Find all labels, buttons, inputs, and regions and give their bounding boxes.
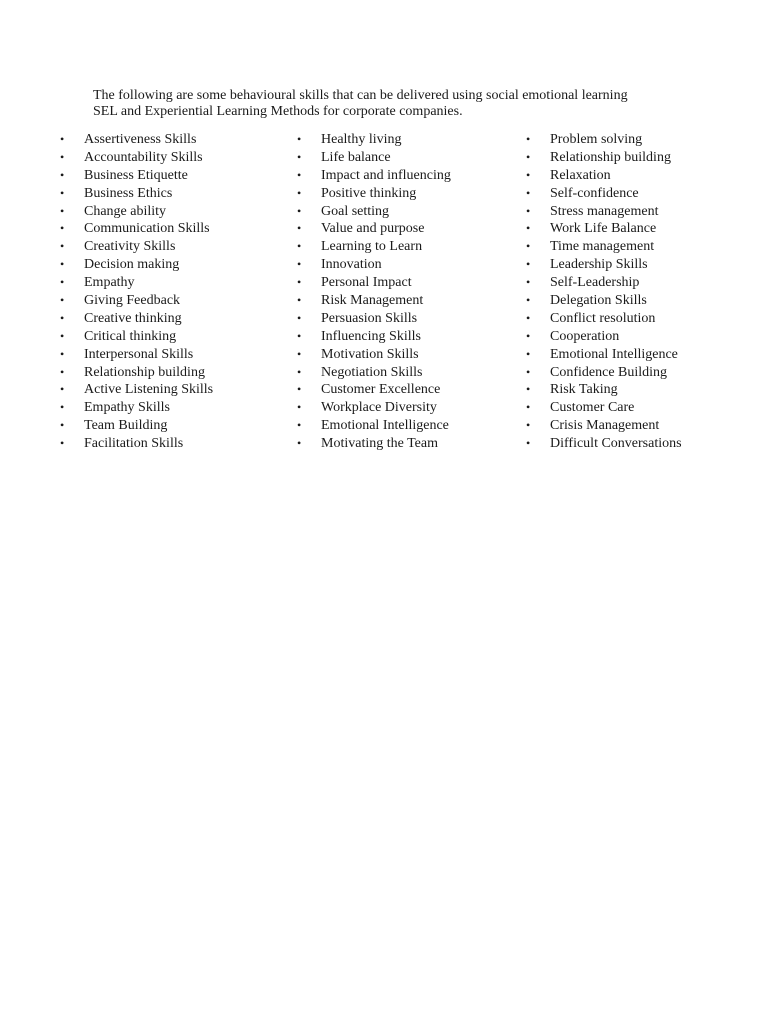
skill-list-item — [60, 220, 213, 238]
skill-label: Business Ethics — [84, 185, 173, 201]
skill-label: Accountability Skills — [84, 149, 203, 165]
skill-label: Stress management — [550, 203, 659, 219]
skill-list-item — [60, 292, 213, 310]
skill-list-item — [526, 328, 682, 346]
bullet-icon: • — [526, 328, 531, 343]
skill-label: Relationship building — [84, 364, 205, 380]
skill-list-item — [297, 417, 451, 435]
bullet-icon: • — [297, 132, 302, 146]
bullet-icon: • — [60, 382, 65, 397]
skill-list-item — [60, 381, 214, 399]
skill-label: Self-Leadership — [550, 275, 640, 291]
skill-list-item — [297, 435, 451, 453]
skill-label: Emotional Intelligence — [321, 418, 449, 434]
skill-list-item — [526, 256, 682, 274]
skill-label: Goal setting — [321, 203, 390, 219]
skill-list-item — [297, 346, 451, 364]
bullet-icon: • — [526, 221, 531, 236]
skill-list-item — [297, 328, 451, 346]
skill-list-item — [60, 203, 213, 221]
skill-list-item — [297, 381, 451, 399]
skills-column-3 — [526, 131, 682, 453]
skills-column-1 — [60, 131, 214, 453]
skill-label: Critical thinking — [84, 328, 177, 344]
bullet-icon: • — [60, 149, 65, 164]
bullet-icon: • — [60, 275, 65, 290]
skill-list-item — [60, 399, 213, 417]
skill-label: Empathy Skills — [84, 400, 170, 416]
skill-list-item — [60, 328, 213, 346]
skill-list-item — [297, 131, 451, 149]
skill-label: Leadership Skills — [550, 257, 648, 273]
skill-list-item — [60, 310, 213, 328]
skill-list-item — [526, 274, 682, 292]
skill-label: Decision making — [84, 257, 180, 273]
bullet-icon: • — [60, 257, 65, 272]
bullet-icon: • — [297, 185, 302, 200]
skill-list-item — [526, 346, 682, 364]
skill-list-item — [526, 149, 682, 167]
bullet-icon: • — [60, 346, 65, 361]
skill-label: Risk Taking — [550, 382, 618, 398]
bullet-icon: • — [526, 275, 531, 290]
bullet-icon: • — [526, 364, 531, 379]
skill-label: Innovation — [321, 257, 382, 273]
bullet-icon: • — [526, 257, 531, 272]
bullet-icon: • — [60, 132, 65, 146]
bullet-icon: • — [60, 293, 65, 308]
skill-label: Change ability — [84, 203, 167, 219]
skills-list-columns — [0, 131, 768, 461]
skills-column-2 — [297, 131, 451, 453]
skill-list-item — [297, 185, 451, 203]
bullet-icon: • — [60, 185, 65, 200]
bullet-icon: • — [297, 346, 302, 361]
skill-label: Value and purpose — [321, 221, 425, 237]
bullet-icon: • — [60, 239, 65, 254]
skill-label: Healthy living — [321, 132, 402, 147]
skill-label: Creative thinking — [84, 310, 182, 326]
skill-list-item — [60, 346, 213, 364]
skill-list-item — [297, 238, 451, 256]
bullet-icon: • — [60, 400, 65, 415]
skill-label: Workplace Diversity — [321, 400, 437, 416]
skill-list-item — [526, 417, 682, 435]
bullet-icon: • — [297, 436, 302, 451]
bullet-icon: • — [297, 239, 302, 254]
skill-label: Difficult Conversations — [550, 436, 682, 452]
skill-label: Assertiveness Skills — [84, 132, 197, 147]
skill-list-item — [60, 274, 213, 292]
bullet-icon: • — [60, 418, 65, 433]
skill-label: Positive thinking — [321, 185, 417, 201]
skill-label: Negotiation Skills — [321, 364, 423, 380]
bullet-icon: • — [526, 400, 531, 415]
bullet-icon: • — [297, 221, 302, 236]
skill-list-item — [297, 256, 451, 274]
skill-list-item — [526, 220, 682, 238]
skill-list-item — [526, 310, 682, 328]
skill-label: Confidence Building — [550, 364, 668, 380]
bullet-icon: • — [526, 185, 531, 200]
bullet-icon: • — [297, 400, 302, 415]
skill-label: Creativity Skills — [84, 239, 176, 255]
skill-label: Interpersonal Skills — [84, 346, 194, 362]
bullet-icon: • — [297, 149, 302, 164]
skill-label: Motivating the Team — [321, 436, 438, 452]
skill-list-item — [297, 292, 451, 310]
skill-label: Influencing Skills — [321, 328, 421, 344]
skill-label: Active Listening Skills — [84, 382, 214, 398]
skill-label: Time management — [550, 239, 655, 255]
skill-list-item — [526, 435, 682, 453]
skill-label: Persuasion Skills — [321, 310, 418, 326]
skill-list-item — [526, 185, 682, 203]
skill-list-item — [297, 220, 451, 238]
skill-label: Impact and influencing — [321, 167, 451, 183]
skill-label: Relationship building — [550, 149, 671, 165]
bullet-icon: • — [297, 167, 302, 182]
bullet-icon: • — [297, 310, 302, 325]
skill-list-item — [297, 203, 451, 221]
skill-list-item — [60, 364, 213, 382]
bullet-icon: • — [60, 436, 65, 451]
bullet-icon: • — [60, 364, 65, 379]
skill-label: Customer Care — [550, 400, 635, 416]
skill-label: Learning to Learn — [321, 239, 423, 255]
bullet-icon: • — [526, 310, 531, 325]
skill-list-item — [297, 149, 451, 167]
bullet-icon: • — [297, 418, 302, 433]
skill-list-item — [526, 238, 682, 256]
skill-list-item — [526, 292, 682, 310]
bullet-icon: • — [526, 203, 531, 218]
skill-label: Work Life Balance — [550, 221, 657, 237]
skill-list-item — [297, 167, 451, 185]
skill-label: Customer Excellence — [321, 382, 441, 398]
skill-list-item — [526, 167, 682, 185]
skill-list-item — [526, 203, 682, 221]
skill-list-item — [60, 435, 213, 453]
bullet-icon: • — [297, 328, 302, 343]
skill-list-item — [526, 399, 682, 417]
bullet-icon: • — [526, 436, 531, 451]
skill-label: Emotional Intelligence — [550, 346, 678, 362]
bullet-icon: • — [297, 382, 302, 397]
bullet-icon: • — [60, 167, 65, 182]
skill-label: Team Building — [84, 418, 168, 434]
skill-label: Crisis Management — [550, 418, 660, 434]
bullet-icon: • — [526, 132, 531, 146]
bullet-icon: • — [526, 346, 531, 361]
skill-list-item — [60, 417, 213, 435]
skill-label: Risk Management — [321, 293, 424, 309]
bullet-icon: • — [60, 203, 65, 218]
skill-list-item — [526, 131, 682, 149]
skill-list-item — [297, 274, 451, 292]
intro-paragraph: The following are some behavioural skills that can be delivered using social emotional learning SEL and Experiential Learning Methods for corporate companies. — [93, 88, 628, 119]
skill-list-item — [526, 381, 682, 399]
skill-list-item — [60, 167, 213, 185]
skill-label: Motivation Skills — [321, 346, 419, 362]
skill-label: Cooperation — [550, 328, 620, 344]
bullet-icon: • — [526, 382, 531, 397]
bullet-icon: • — [297, 257, 302, 272]
bullet-icon: • — [60, 221, 65, 236]
skill-label: Empathy — [84, 275, 135, 291]
skill-list-item — [526, 364, 682, 382]
skill-label: Delegation Skills — [550, 293, 647, 309]
skill-label: Personal Impact — [321, 275, 412, 291]
skill-label: Giving Feedback — [84, 293, 181, 309]
skill-label: Conflict resolution — [550, 310, 656, 326]
bullet-icon: • — [297, 293, 302, 308]
bullet-icon: • — [297, 364, 302, 379]
bullet-icon: • — [60, 310, 65, 325]
skill-list-item — [60, 131, 213, 149]
bullet-icon: • — [526, 167, 531, 182]
skill-label: Communication Skills — [84, 221, 210, 237]
skill-list-item — [60, 256, 213, 274]
skill-list-item — [297, 310, 451, 328]
skill-list-item — [60, 149, 213, 167]
bullet-icon: • — [297, 203, 302, 218]
skill-label: Business Etiquette — [84, 167, 188, 183]
bullet-icon: • — [60, 328, 65, 343]
skill-label: Facilitation Skills — [84, 436, 184, 452]
skill-label: Problem solving — [550, 132, 643, 147]
skill-list-item — [297, 399, 451, 417]
skill-list-item — [60, 238, 213, 256]
skill-list-item — [297, 364, 451, 382]
bullet-icon: • — [526, 418, 531, 433]
skill-label: Life balance — [321, 149, 391, 165]
bullet-icon: • — [526, 239, 531, 254]
bullet-icon: • — [526, 293, 531, 308]
bullet-icon: • — [297, 275, 302, 290]
skill-label: Relaxation — [550, 167, 611, 183]
skill-label: Self-confidence — [550, 185, 639, 201]
bullet-icon: • — [526, 149, 531, 164]
skill-list-item — [60, 185, 213, 203]
